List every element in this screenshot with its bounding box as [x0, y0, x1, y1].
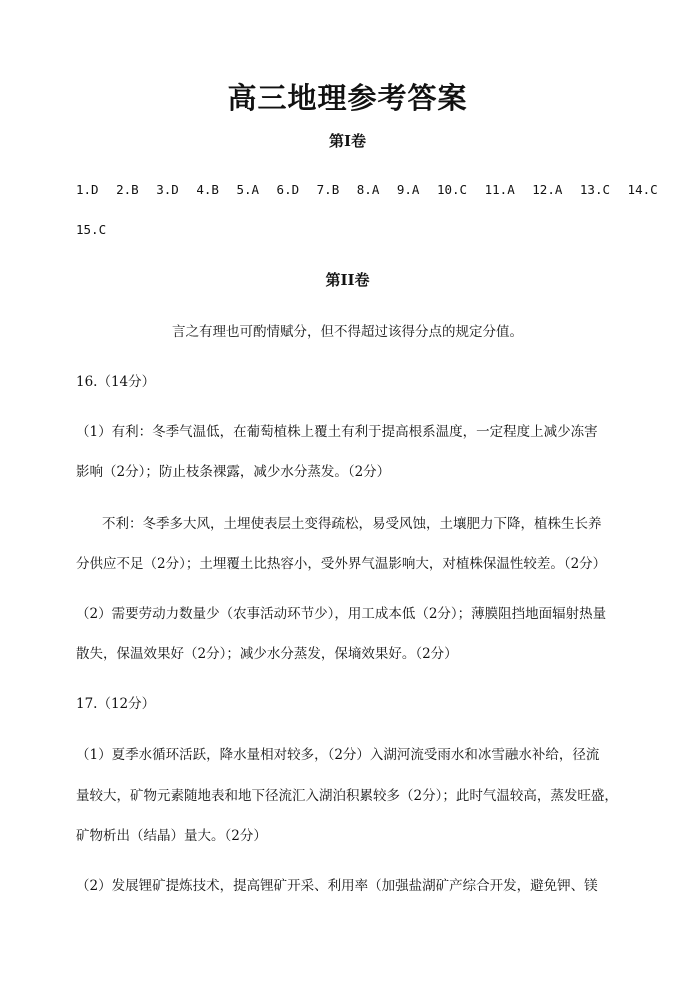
question-17-label: 17.（12分）	[76, 696, 156, 712]
answer-line: 矿物析出（结晶）量大。（2分）	[76, 828, 267, 844]
answer-item: 15.C	[76, 222, 107, 237]
answer-line: 不利：冬季多大风，土埋使表层土变得疏松，易受风蚀，土壤肥力下降，植株生长养	[102, 516, 602, 532]
answer-line: （1）夏季水循环活跃，降水量相对较多，（2分）入湖河流受雨水和冰雪融水补给，径流	[76, 747, 600, 763]
page-title: 高三地理参考答案	[227, 81, 468, 115]
answer-line: 散失，保温效果好（2分）；减少水分蒸发，保墒效果好。（2分）	[76, 646, 458, 662]
answer-line: 影响（2分）；防止枝条裸露，减少水分蒸发。（2分）	[76, 464, 391, 480]
answer-item: 3.D	[156, 182, 179, 197]
answer-item: 10.C	[436, 182, 468, 197]
answer-line: （1）有利：冬季气温低，在葡萄植株上覆土有利于提高根系温度，一定程度上减少冻害	[76, 424, 598, 440]
answer-item: 9.A	[396, 182, 420, 197]
answer-item: 7.B	[316, 182, 340, 197]
answer-item: 6.D	[276, 182, 300, 197]
answer-line: 量较大，矿物元素随地表和地下径流汇入湖泊积累较多（2分）；此时气温较高，蒸发旺盛，	[76, 788, 618, 804]
answer-item: 4.B	[196, 182, 219, 197]
multiple-choice-answers	[76, 180, 668, 200]
answer-item: 13.C	[579, 182, 611, 197]
answer-line: 分供应不足（2分）；土埋覆土比热容小，受外界气温影响大，对植株保温性较差。（2分）	[76, 556, 607, 572]
answer-line: （2）需要劳动力数量少（农事活动环节少），用工成本低（2分）；薄膜阻挡地面辐射热量	[76, 606, 607, 622]
answer-item: 2.B	[116, 182, 139, 197]
answer-item: 11.A	[484, 182, 515, 197]
answer-item: 5.A	[236, 182, 260, 197]
part1-heading: 第Ⅰ卷	[328, 132, 367, 150]
answer-line: （2）发展锂矿提炼技术，提高锂矿开采、利用率（加强盐湖矿产综合开发，避免钾、镁	[76, 878, 598, 894]
answer-item: 14.C	[627, 182, 658, 197]
answer-item: 12.A	[532, 182, 563, 197]
question-16-label: 16.（14分）	[76, 374, 156, 390]
answer-item: 8.A	[356, 182, 380, 197]
part2-heading: 第II卷	[325, 271, 370, 289]
scoring-note: 言之有理也可酌情赋分，但不得超过该得分点的规定分值。	[172, 324, 523, 340]
answer-item: 1.D	[76, 182, 99, 197]
